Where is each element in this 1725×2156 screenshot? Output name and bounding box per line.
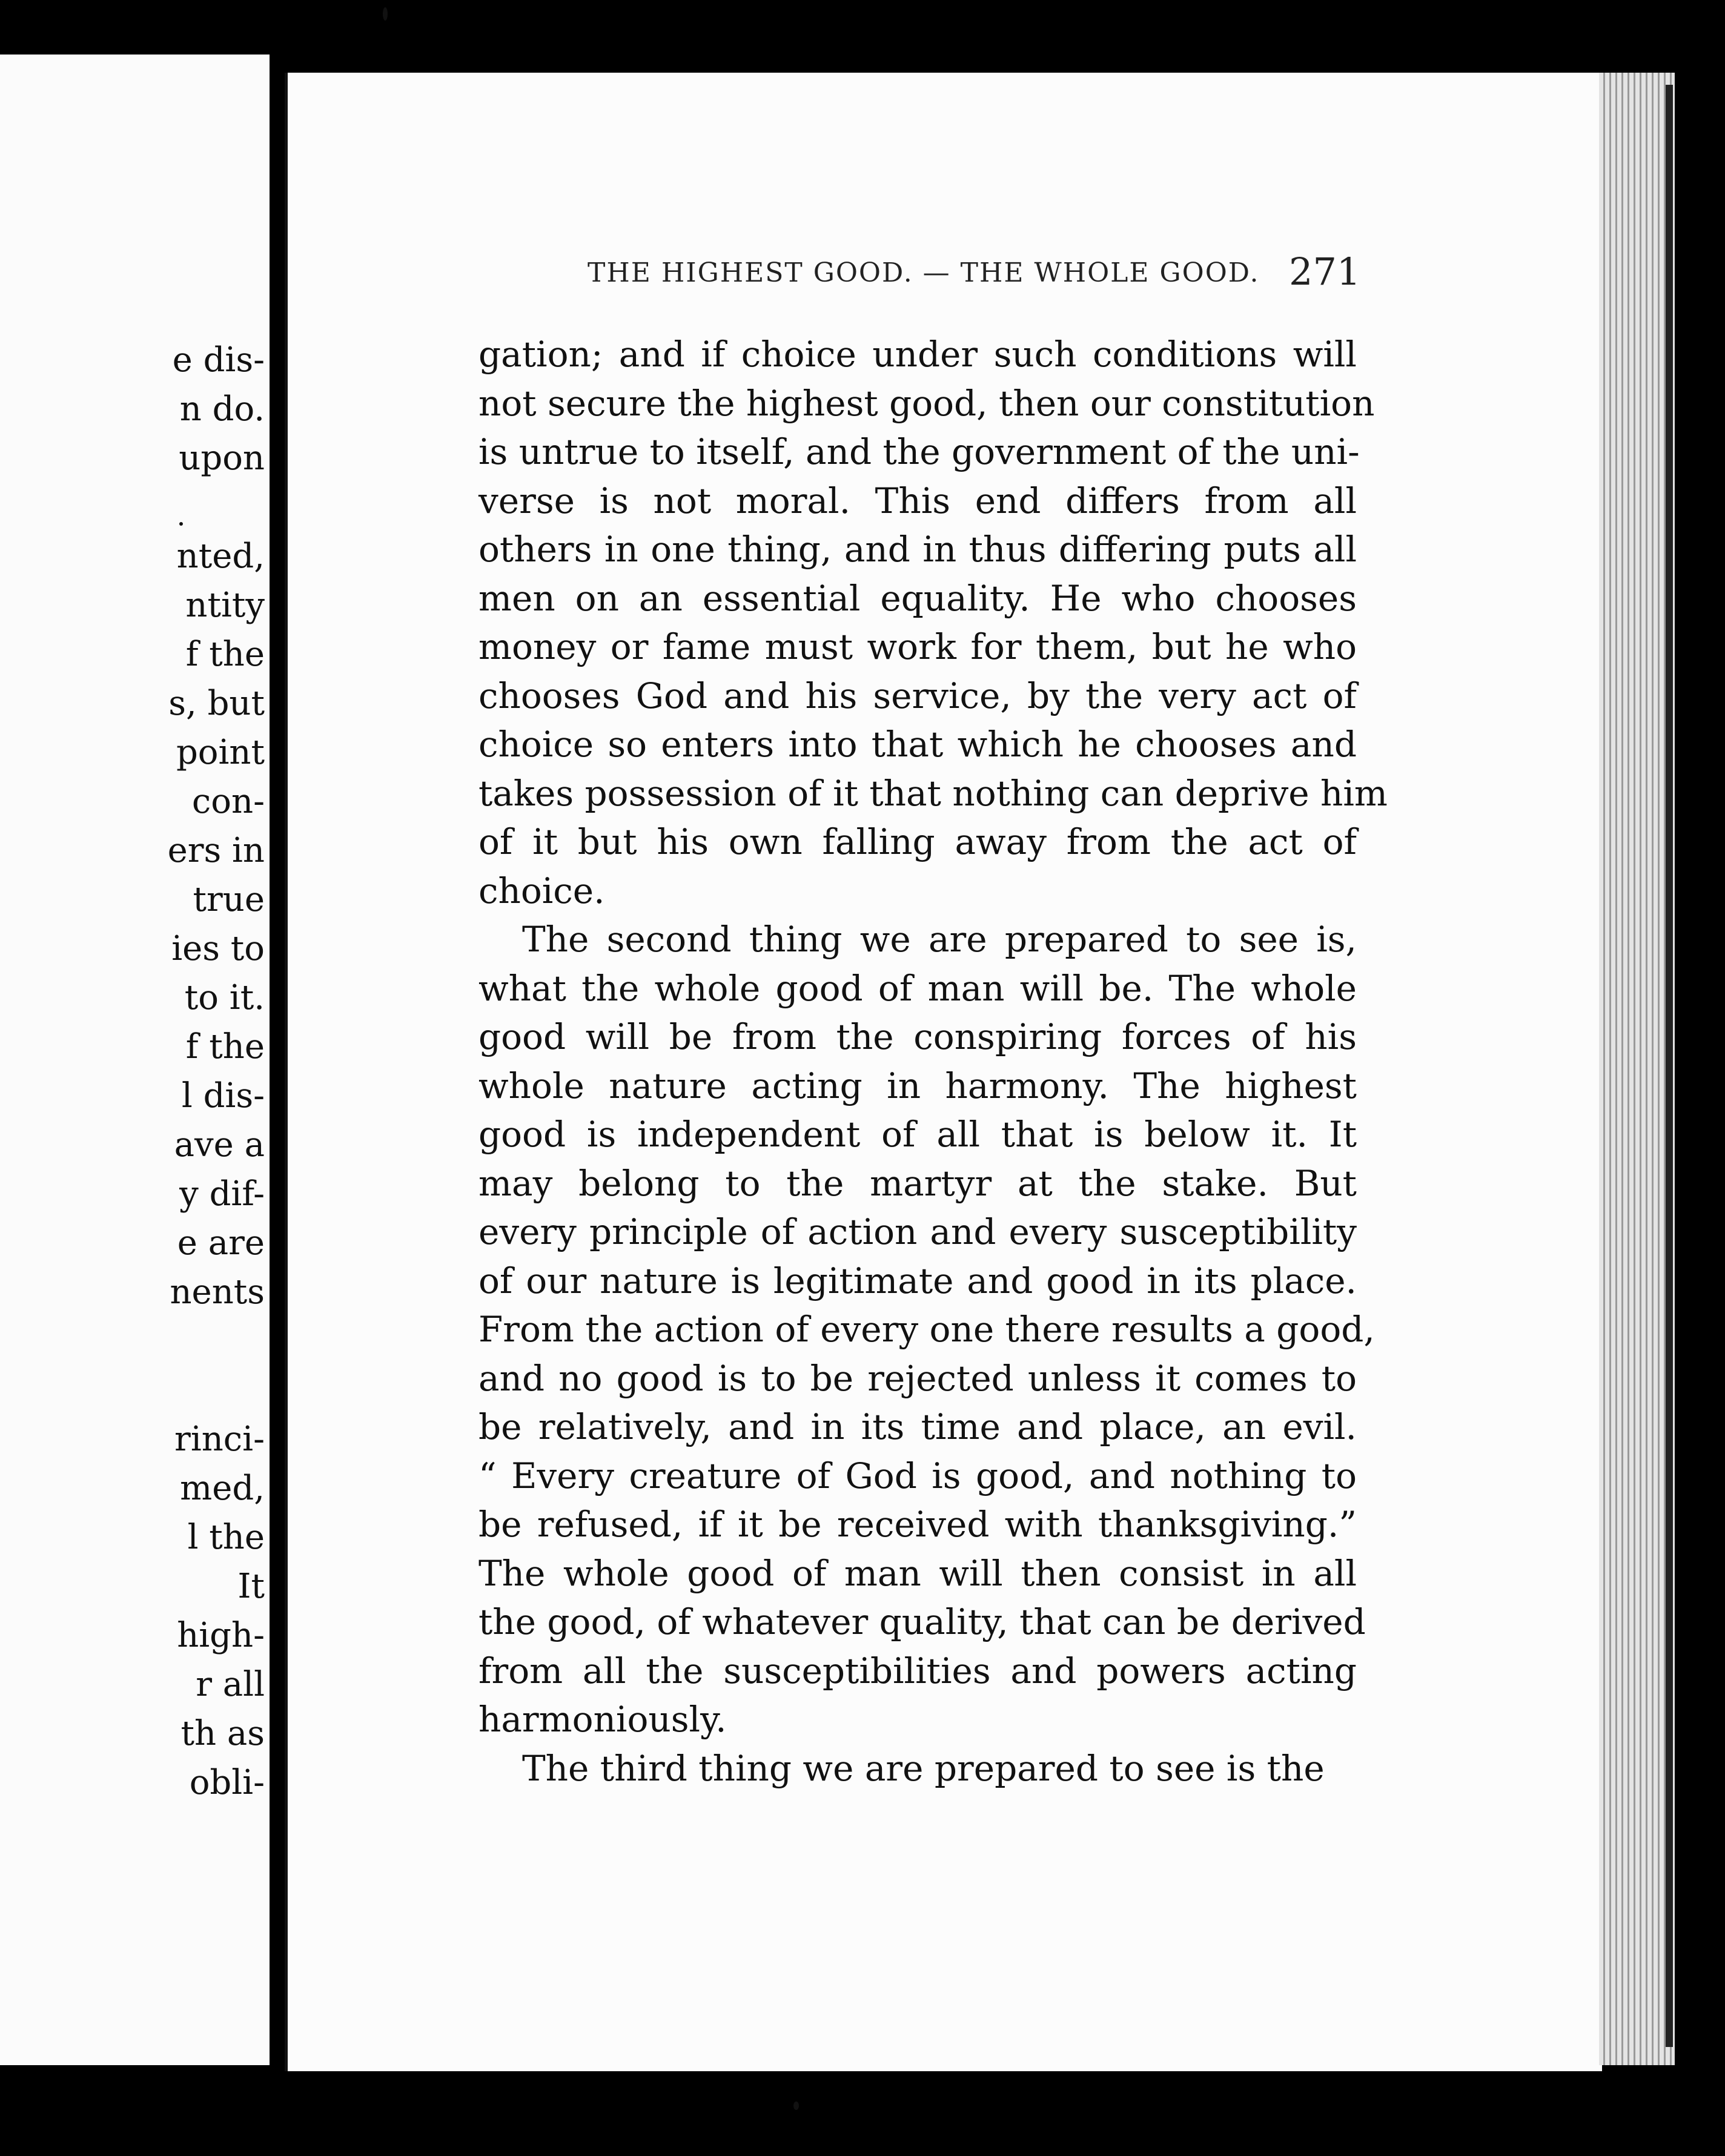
paragraph xyxy=(478,1744,1357,1793)
text-line: be relatively, and in its time and place, an evil. xyxy=(478,1406,1357,1447)
text-line: others in one thing, and in thus differing puts all xyxy=(478,529,1357,570)
facing-page-line: rinci- xyxy=(174,1420,265,1459)
facing-page-line: high- xyxy=(177,1616,265,1655)
facing-page-line: upon xyxy=(179,438,265,478)
scan-speck xyxy=(383,7,388,21)
facing-page-line: l the xyxy=(187,1518,265,1557)
facing-page-line: true xyxy=(193,880,265,919)
facing-page-line: e dis- xyxy=(172,340,265,380)
facing-page-line: nents xyxy=(170,1272,265,1312)
paragraph xyxy=(478,330,1388,915)
text-line: not secure the highest good, then our constitution xyxy=(478,382,1375,424)
binding-edge xyxy=(1666,85,1673,2047)
facing-page-line: obli- xyxy=(189,1763,265,1802)
facing-page-line: ies to xyxy=(171,929,265,968)
facing-page-line: nted, xyxy=(176,537,265,576)
facing-page-line: f the xyxy=(185,635,265,674)
text-line: choice so enters into that which he chooses and xyxy=(478,724,1357,765)
text-line: good is independent of all that is below it. It xyxy=(478,1114,1357,1155)
text-line: The whole good of man will then consist in all xyxy=(478,1552,1357,1594)
facing-page-line: con- xyxy=(191,782,265,821)
page-number: 271 xyxy=(1289,250,1361,294)
scan-speck xyxy=(793,2101,799,2110)
text-line: harmoniously. xyxy=(478,1699,727,1740)
text-line: verse is not moral. This end differs from all xyxy=(478,480,1357,521)
text-line: “ Every creature of God is good, and nothing to xyxy=(478,1455,1357,1496)
facing-page-line: It xyxy=(237,1567,265,1606)
facing-page-line: th as xyxy=(180,1714,265,1753)
text-line: good will be from the conspiring forces of his xyxy=(478,1016,1357,1057)
text-line: of our nature is legitimate and good in its place. xyxy=(478,1260,1357,1301)
text-line: what the whole good of man will be. The whole xyxy=(478,967,1357,1009)
facing-page-line: ntity xyxy=(185,586,265,625)
text-line: whole nature acting in harmony. The highest xyxy=(478,1065,1357,1106)
text-line: of it but his own falling away from the act of xyxy=(478,821,1357,862)
body-text xyxy=(478,330,1388,1793)
facing-page-line: l dis- xyxy=(181,1076,265,1116)
facing-page-line: f the xyxy=(185,1027,265,1066)
facing-page-line: y dif- xyxy=(179,1174,265,1214)
facing-page-line: s, but xyxy=(168,684,265,723)
facing-page-line: ave a xyxy=(174,1125,265,1165)
text-line: from all the susceptibilities and powers acting xyxy=(478,1650,1357,1691)
facing-page-left xyxy=(0,55,270,2065)
text-line: money or fame must work for them, but he who xyxy=(478,626,1357,667)
scan-speck xyxy=(179,522,183,526)
text-line: takes possession of it that nothing can deprive him xyxy=(478,772,1388,814)
facing-page-line: to it. xyxy=(184,978,265,1017)
text-line: gation; and if choice under such conditions will xyxy=(478,334,1357,375)
facing-page-line: med, xyxy=(180,1469,265,1508)
text-line: and no good is to be rejected unless it comes to xyxy=(478,1357,1357,1399)
text-line: The second thing we are prepared to see is, xyxy=(522,919,1357,960)
text-line: chooses God and his service, by the very act of xyxy=(478,675,1357,716)
facing-page-line: n do. xyxy=(179,389,265,429)
text-line: men on an essential equality. He who chooses xyxy=(478,577,1357,619)
page-edges xyxy=(1599,73,1675,2065)
text-line: is untrue to itself, and the government of the uni- xyxy=(478,431,1360,472)
text-line: may belong to the martyr at the stake. But xyxy=(478,1162,1357,1204)
facing-page-line: point xyxy=(176,733,265,772)
facing-page-line: r all xyxy=(196,1665,265,1704)
text-line: the good, of whatever quality, that can be derived xyxy=(478,1601,1366,1642)
text-line: every principle of action and every susceptibility xyxy=(478,1211,1357,1252)
text-line: choice. xyxy=(478,870,605,911)
text-line: From the action of every one there results a good, xyxy=(478,1309,1375,1350)
paragraph xyxy=(478,915,1375,1744)
facing-page-line: e are xyxy=(177,1223,265,1263)
facing-page-line: ers in xyxy=(167,831,265,870)
text-line: be refused, if it be received with thanksgiving.” xyxy=(478,1504,1357,1545)
running-head: THE HIGHEST GOOD. — THE WHOLE GOOD. xyxy=(588,257,1260,288)
text-line: The third thing we are prepared to see is the xyxy=(522,1747,1325,1789)
